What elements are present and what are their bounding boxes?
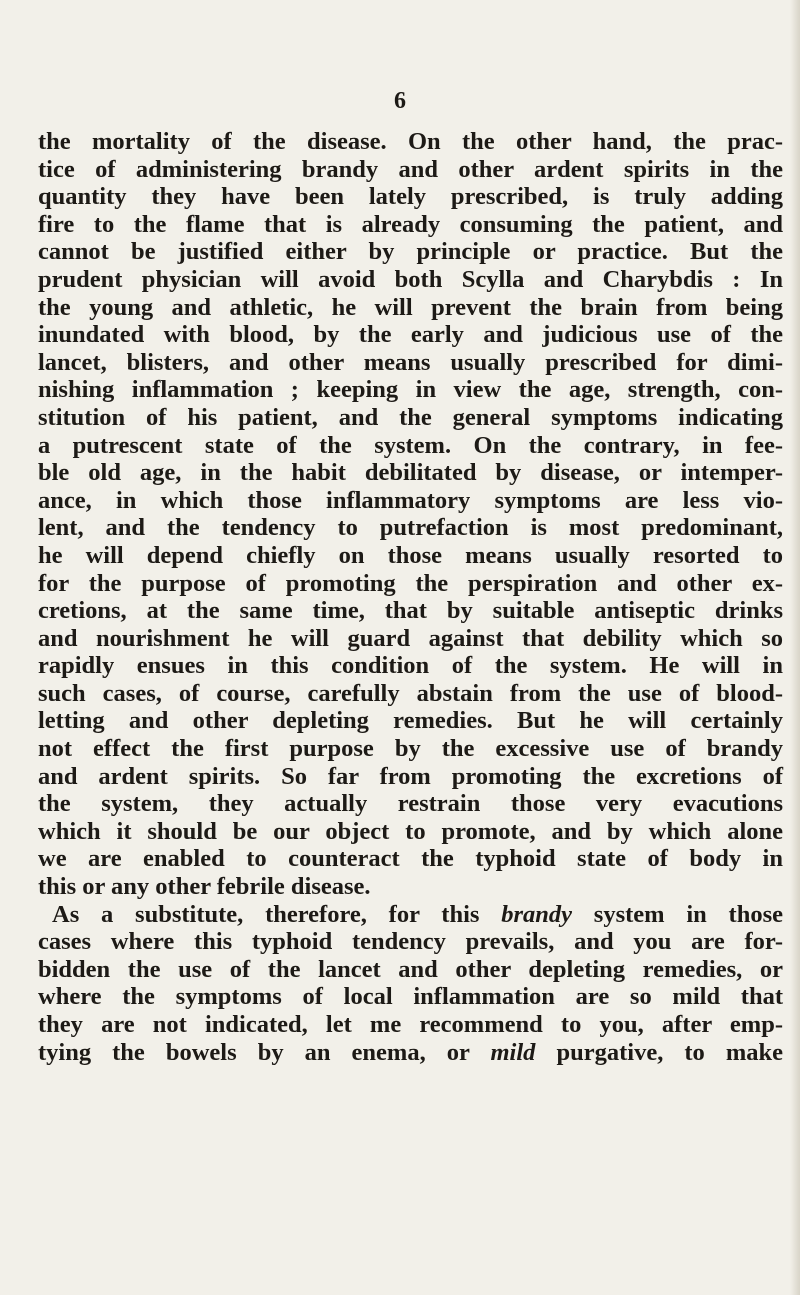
text-line: which it should be our object to promote, and by which alone	[38, 817, 783, 845]
text-line: rapidly ensues in this condition of the system. He will in	[38, 652, 783, 680]
text-line: fire to the flame that is already consuming the patient, and	[38, 210, 783, 238]
text-line: stitution of his patient, and the general symptoms indicating	[38, 403, 783, 431]
page-number: 6	[394, 88, 406, 114]
text-line: ble old age, in the habit debilitated by disease, or intemper-	[38, 459, 783, 487]
text-line: not effect the first purpose by the excessive use of brandy	[38, 735, 783, 763]
text-fragment: As a substitute, therefore, for this	[52, 900, 502, 928]
text-fragment: tying the bowels by an enema, or	[38, 1038, 491, 1066]
text-line	[38, 901, 783, 929]
emphasis-brandy: brandy	[501, 900, 572, 928]
text-line: prudent physician will avoid both Scylla and Charybdis : In	[38, 265, 783, 293]
text-line: and ardent spirits. So far from promoting the excretions of	[38, 762, 783, 790]
text-line: tice of administering brandy and other ardent spirits in the	[38, 155, 783, 183]
text-line: quantity they have been lately prescribed, is truly adding	[38, 183, 783, 211]
text-line: where the symptoms of local inflammation are so mild that	[38, 983, 783, 1011]
text-line: cretions, at the same time, that by suitable antiseptic drinks	[38, 597, 783, 625]
text-line: this or any other febrile disease.	[38, 873, 371, 901]
page-edge-shadow	[790, 0, 800, 1295]
text-line: bidden the use of the lancet and other depleting remedies, or	[38, 955, 783, 983]
body-text	[38, 128, 783, 1066]
text-line: we are enabled to counteract the typhoid state of body in	[38, 845, 783, 873]
text-fragment: purgative, to make	[535, 1038, 783, 1066]
text-line: ance, in which those inflammatory symptoms are less vio-	[38, 486, 783, 514]
text-line: nishing inflammation ; keeping in view the age, strength, con-	[38, 376, 783, 404]
text-line: the system, they actually restrain those very evacutions	[38, 790, 783, 818]
text-line: for the purpose of promoting the perspiration and other ex-	[38, 569, 783, 597]
text-line: they are not indicated, let me recommend to you, after emp-	[38, 1011, 783, 1038]
text-line: cases where this typhoid tendency prevails, and you are for-	[38, 928, 783, 956]
text-line: lent, and the tendency to putrefaction is most predominant,	[38, 514, 783, 542]
text-line: the young and athletic, he will prevent the brain from being	[38, 293, 783, 321]
text-line: such cases, of course, carefully abstain from the use of blood-	[38, 679, 783, 707]
text-line: and nourishment he will guard against that debility which so	[38, 624, 783, 652]
text-line: cannot be justified either by principle or practice. But the	[38, 238, 783, 266]
text-line: inundated with blood, by the early and judicious use of the	[38, 321, 783, 349]
text-line: letting and other depleting remedies. But he will certainly	[38, 707, 783, 735]
text-line: lancet, blisters, and other means usually prescribed for dimi-	[38, 348, 783, 376]
text-line: a putrescent state of the system. On the contrary, in fee-	[38, 431, 783, 459]
text-line: the mortality of the disease. On the other hand, the prac-	[38, 128, 783, 155]
text-fragment: system in those	[572, 900, 783, 928]
text-line: he will depend chiefly on those means usually resorted to	[38, 541, 783, 569]
emphasis-mild: mild	[490, 1038, 536, 1066]
text-line	[38, 1039, 783, 1067]
